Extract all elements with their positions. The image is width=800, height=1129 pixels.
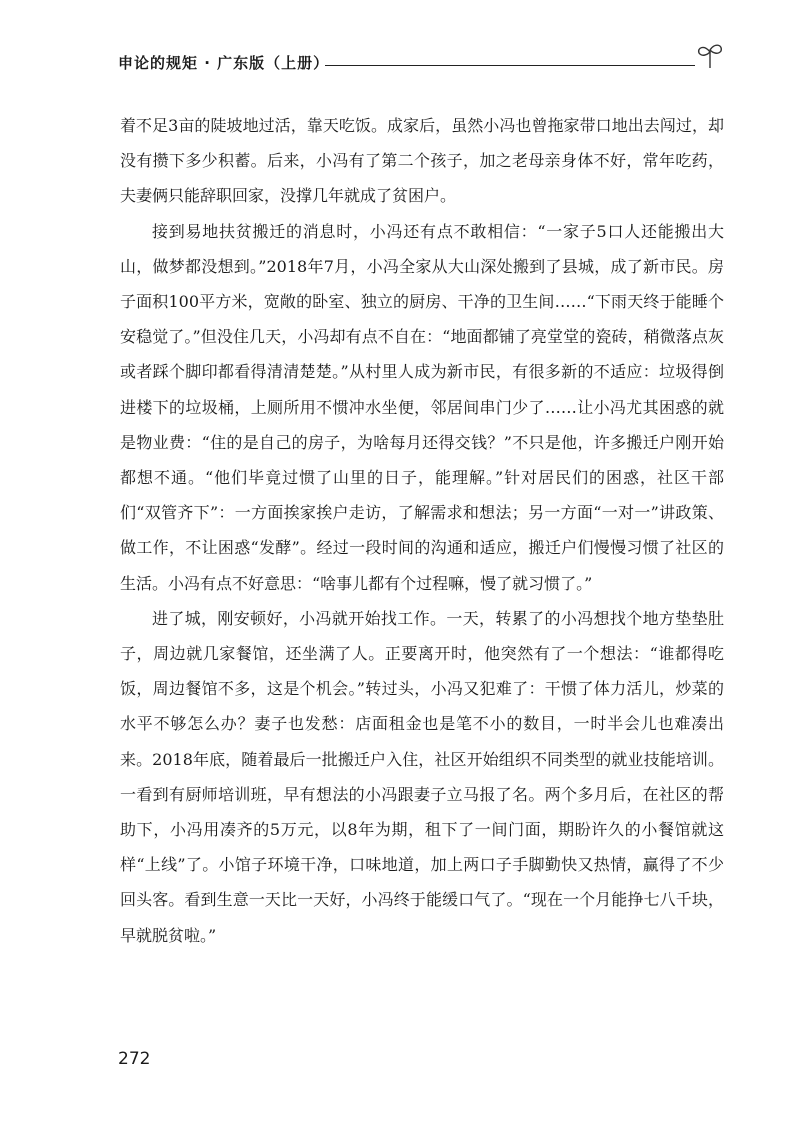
header-rule xyxy=(325,65,695,66)
paragraph: 进了城，刚安顿好，小冯就开始找工作。一天，转累了的小冯想找个地方垫垫肚子，周边就几家餐馆，还坐满了人。正要离开时，他突然有了一个想法：“谁都得吃饭，周边餐馆不多，这是个机会。”转过头，小冯又犯难了：干惯了体力活儿，炒菜的水平不够怎么办？妻子也发愁：店面租金也是笔不小的数目，一时半会儿也难凑出来。2018年底，随着最后一批搬迁户入住，社区开始组织不同类型的就业技能培训。一看到有厨师培训班，早有想法的小冯跟妻子立马报了名。两个多月后，在社区的帮助下，小冯用凑齐的5万元，以8年为期，租下了一间门面，期盼许久的小餐馆就这样“上线”了。小馆子环境干净，口味地道，加上两口子手脚勤快又热情，赢得了不少回头客。看到生意一天比一天好，小冯终于能缓口气了。“现在一个月能挣七八千块，早就脱贫啦。” xyxy=(120,608,724,945)
running-header xyxy=(118,40,718,80)
book-title: 申论的规矩 · 广东版（上册） xyxy=(118,54,330,72)
page-number: 272 xyxy=(118,1049,151,1069)
body-text xyxy=(120,108,724,953)
paragraph: 着不足3亩的陡坡地过活，靠天吃饭。成家后，虽然小冯也曾拖家带口地出去闯过，却没有攒下多少积蓄。后来，小冯有了第二个孩子，加之老母亲身体不好，常年吃药，夫妻俩只能辞职回家，没撑几年就成了贫困户。 xyxy=(120,116,724,206)
paragraph: 接到易地扶贫搬迁的消息时，小冯还有点不敢相信：“一家子5口人还能搬出大山，做梦都没想到。”2018年7月，小冯全家从大山深处搬到了县城，成了新市民。房子面积100平方米，宽敞的卧室、独立的厨房、干净的卫生间……“下雨天终于能睡个安稳觉了。”但没住几天，小冯却有点不自在：“地面都铺了亮堂堂的瓷砖，稍微落点灰或者踩个脚印都看得清清楚楚。”从村里人成为新市民，有很多新的不适应：垃圾得倒进楼下的垃圾桶，上厕所用不惯冲水坐便，邻居间串门少了……让小冯尤其困惑的就是物业费：“住的是自己的房子，为啥每月还得交钱？”不只是他，许多搬迁户刚开始都想不通。“他们毕竟过惯了山里的日子，能理解。”针对居民们的困惑，社区干部们“双管齐下”：一方面挨家挨户走访，了解需求和想法；另一方面“一对一”讲政策、做工作，不让困惑“发酵”。经过一段时间的沟通和适应，搬迁户们慢慢习惯了社区的生活。小冯有点不好意思：“啥事儿都有个过程嘛，慢了就习惯了。” xyxy=(120,221,724,593)
sprout-icon xyxy=(695,40,725,70)
